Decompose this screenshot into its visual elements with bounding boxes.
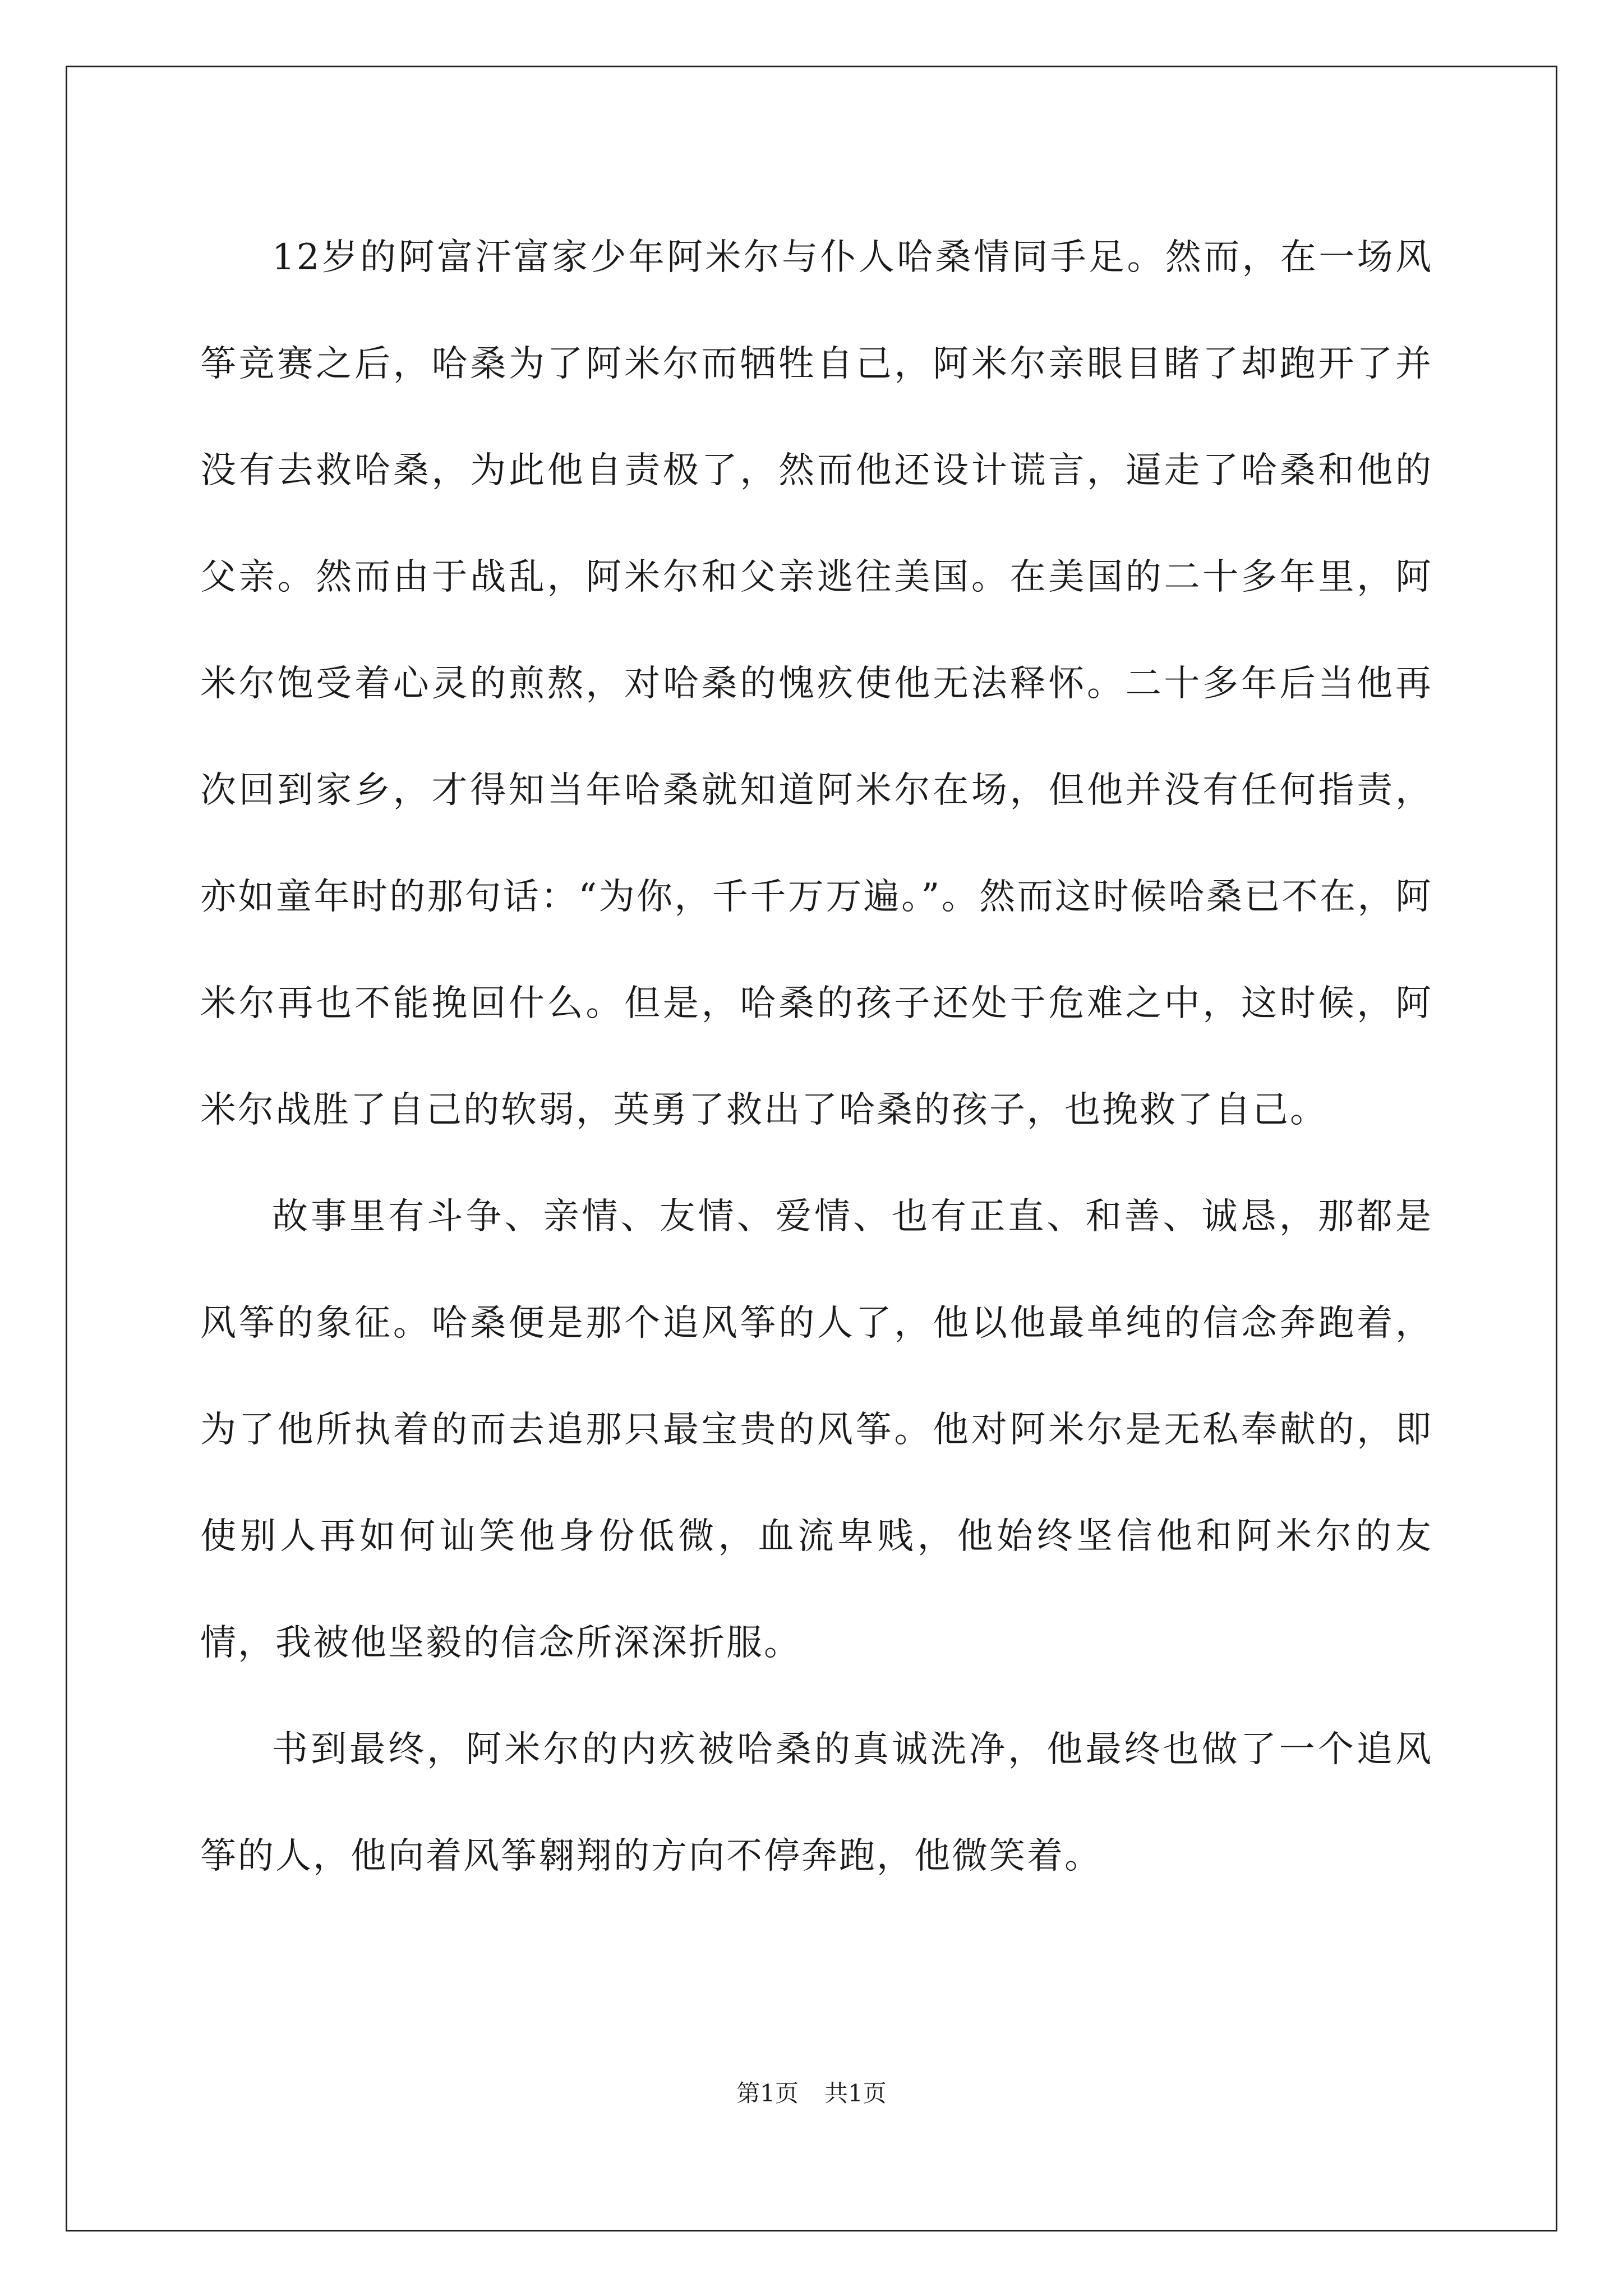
page-footer — [0, 2077, 1623, 2110]
page-number-current: 第1页 — [736, 2079, 799, 2107]
paragraph-1: 12岁的阿富汗富家少年阿米尔与仆人哈桑情同手足。然而，在一场风筝竞赛之后，哈桑为了阿米尔而牺牲自己，阿米尔亲眼目睹了却跑开了并没有去救哈桑，为此他自责极了，然而他还设计谎言，逼走了哈桑和他的父亲。然而由于战乱，阿米尔和父亲逃往美国。在美国的二十多年里，阿米尔饱受着心灵的煎熬，对哈桑的愧疚使他无法释怀。二十多年后当他再次回到家乡，才得知当年哈桑就知道阿米尔在场，但他并没有任何指责，亦如童年时的那句话：“为你，千千万万遍。”。然而这时候哈桑已不在，阿米尔再也不能挽回什么。但是，哈桑的孩子还处于危难之中，这时候，阿米尔战胜了自己的软弱，英勇了救出了哈桑的孩子，也挽救了自己。 — [200, 237, 1433, 1131]
document-body — [200, 204, 1433, 1910]
paragraph-3: 书到最终，阿米尔的内疚被哈桑的真诚洗净，他最终也做了一个追风筝的人，他向着风筝翱翔的方向不停奔跑，他微笑着。 — [200, 1729, 1433, 1877]
paragraph-2: 故事里有斗争、亲情、友情、爱情、也有正直、和善、诚恳，那都是风筝的象征。哈桑便是那个追风筝的人了，他以他最单纯的信念奔跑着，为了他所执着的而去追那只最宝贵的风筝。他对阿米尔是无私奉献的，即使别人再如何讪笑他身份低微，血流卑贱，他始终坚信他和阿米尔的友情，我被他坚毅的信念所深深折服。 — [200, 1196, 1433, 1664]
page-number-total: 共1页 — [824, 2079, 887, 2107]
